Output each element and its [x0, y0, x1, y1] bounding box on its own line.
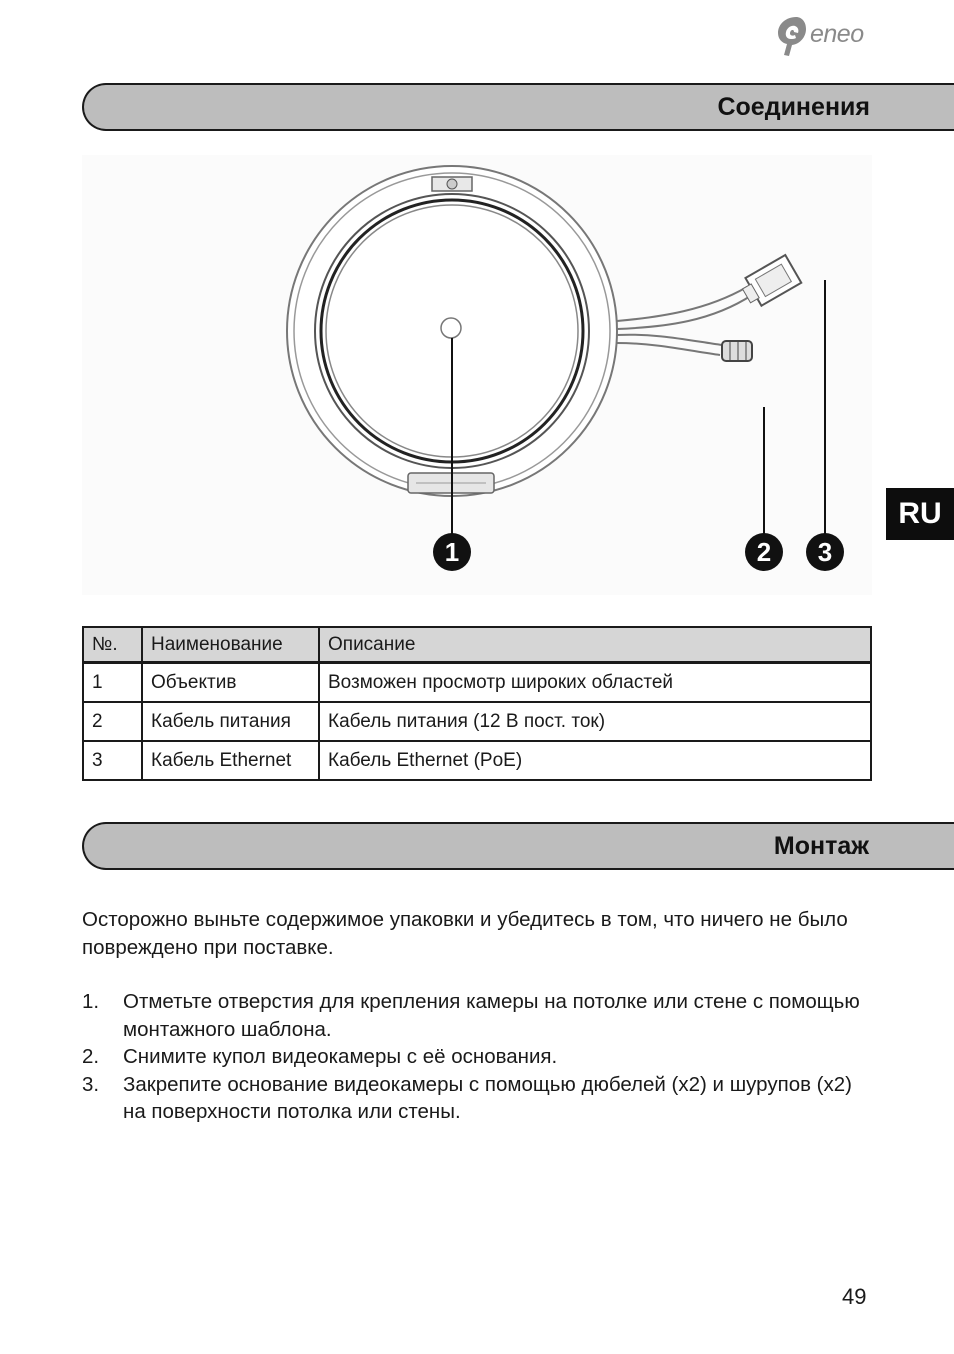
brand-name: eneo: [810, 20, 864, 48]
callout-1-label: 1: [444, 537, 460, 567]
section-header-connections: [82, 83, 954, 131]
step-text: Снимите купол видеокамеры с её основания.: [123, 1045, 558, 1068]
section-title: Соединения: [717, 93, 870, 121]
list-item: [82, 1071, 872, 1126]
cell-name: Объектив: [142, 663, 319, 703]
section-header-mounting: [82, 822, 954, 870]
column-header-description: Описание: [319, 627, 871, 663]
column-header-number: №.: [83, 627, 142, 663]
list-item: [82, 1043, 872, 1071]
table-row: [83, 702, 871, 741]
section-title: Монтаж: [773, 832, 869, 860]
camera-drawing: [82, 155, 872, 595]
eneo-logo-icon: [774, 14, 810, 58]
list-item: [82, 988, 872, 1043]
step-text: Отметьте отверстия для крепления камеры на потолке или стене с помощью монтажного шаблона.: [123, 990, 860, 1041]
step-number: 3.: [82, 1072, 100, 1096]
cell-number: 3: [83, 741, 142, 780]
cell-number: 1: [83, 663, 142, 703]
cell-name: Кабель Ethernet: [142, 741, 319, 780]
cell-description: Возможен просмотр широких областей: [319, 663, 871, 703]
camera-diagram: [82, 155, 872, 595]
callout-3-label: 3: [817, 537, 833, 567]
cell-description: Кабель Ethernet (PoE): [319, 741, 871, 780]
callout-2-label: 2: [756, 537, 772, 567]
callout-2: [745, 533, 783, 571]
cell-description: Кабель питания (12 В пост. ток): [319, 702, 871, 741]
mounting-steps: [82, 988, 872, 1126]
mounting-intro: Осторожно выньте содержимое упаковки и убедитесь в том, что ничего не было повреждено при поставке.: [82, 908, 848, 959]
step-number: 2.: [82, 1045, 100, 1068]
step-text: Закрепите основание видеокамеры с помощью дюбелей (x2) и шурупов (x2) на поверхности потолка или стены.: [123, 1072, 852, 1123]
cell-number: 2: [83, 702, 142, 741]
step-number: 1.: [82, 990, 100, 1013]
callout-1: [433, 533, 471, 571]
table-row: [83, 663, 871, 703]
column-header-name: Наименование: [142, 627, 319, 663]
callout-3: [806, 533, 844, 571]
language-tab: RU: [886, 488, 954, 540]
page-number: 49: [842, 1284, 867, 1309]
cell-name: Кабель питания: [142, 702, 319, 741]
eneo-logo: [774, 14, 884, 58]
parts-table: [82, 626, 872, 781]
table-row: [83, 741, 871, 780]
table-header-row: [83, 627, 871, 663]
